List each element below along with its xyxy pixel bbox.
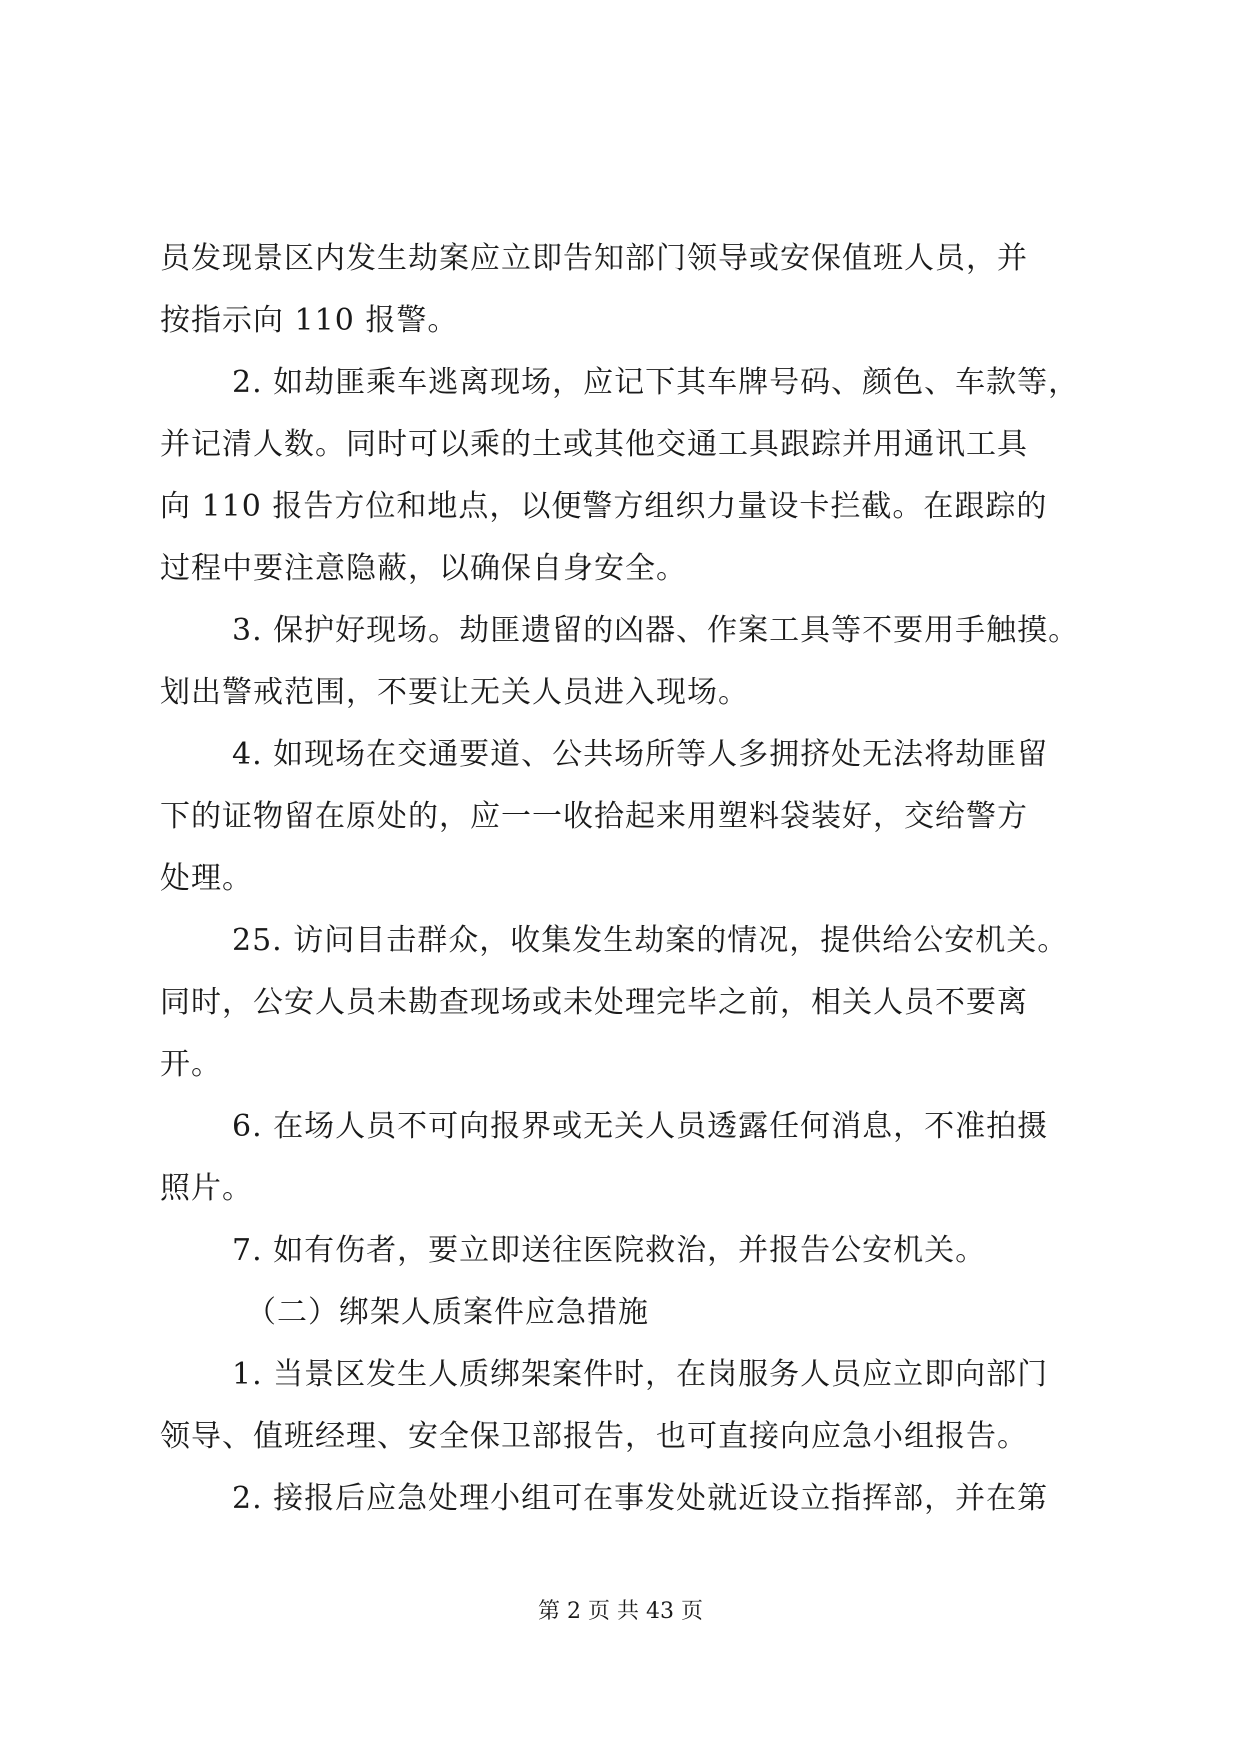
text-line: 1. 当景区发生人质绑架案件时，在岗服务人员应立即向部门 [232, 1357, 1049, 1392]
text-line: 4. 如现场在交通要道、公共场所等人多拥挤处无法将劫匪留 [232, 737, 1049, 772]
text-line: 按指示向 110 报警。 [160, 303, 459, 338]
text-line: 领导、值班经理、安全保卫部报告，也可直接向应急小组报告。 [160, 1419, 1028, 1454]
text-line: 员发现景区内发生劫案应立即告知部门领导或安保值班人员，并 [160, 241, 1028, 276]
text-line: 并记清人数。同时可以乘的土或其他交通工具跟踪并用通讯工具 [160, 427, 1028, 462]
text-line: 下的证物留在原处的，应一一收拾起来用塑料袋装好，交给警方 [160, 799, 1028, 834]
text-line: 25. 访问目击群众，收集发生劫案的情况，提供给公安机关。 [232, 923, 1069, 958]
text-line: 同时，公安人员未勘查现场或未处理完毕之前，相关人员不要离 [160, 985, 1028, 1020]
text-line: 3. 保护好现场。劫匪遗留的凶器、作案工具等不要用手触摸。 [232, 613, 1080, 648]
text-line: 6. 在场人员不可向报界或无关人员透露任何消息，不准拍摄 [232, 1109, 1049, 1144]
page-number-footer: 第 2 页 共 43 页 [538, 1599, 703, 1624]
text-line: 照片。 [160, 1171, 253, 1206]
text-line: 开。 [160, 1047, 222, 1082]
document-body [160, 228, 1080, 1530]
text-line: 2. 如劫匪乘车逃离现场，应记下其车牌号码、颜色、车款等， [232, 365, 1080, 400]
text-line: 处理。 [160, 861, 253, 896]
text-line: 划出警戒范围，不要让无关人员进入现场。 [160, 675, 749, 710]
text-line: 过程中要注意隐蔽，以确保自身安全。 [160, 551, 687, 586]
section-heading: （二）绑架人质案件应急措施 [246, 1295, 649, 1330]
text-line: 2. 接报后应急处理小组可在事发处就近设立指挥部，并在第 [232, 1481, 1049, 1516]
text-line: 向 110 报告方位和地点，以便警方组织力量设卡拦截。在跟踪的 [160, 489, 1048, 524]
text-line: 7. 如有伤者，要立即送往医院救治，并报告公安机关。 [232, 1233, 987, 1268]
